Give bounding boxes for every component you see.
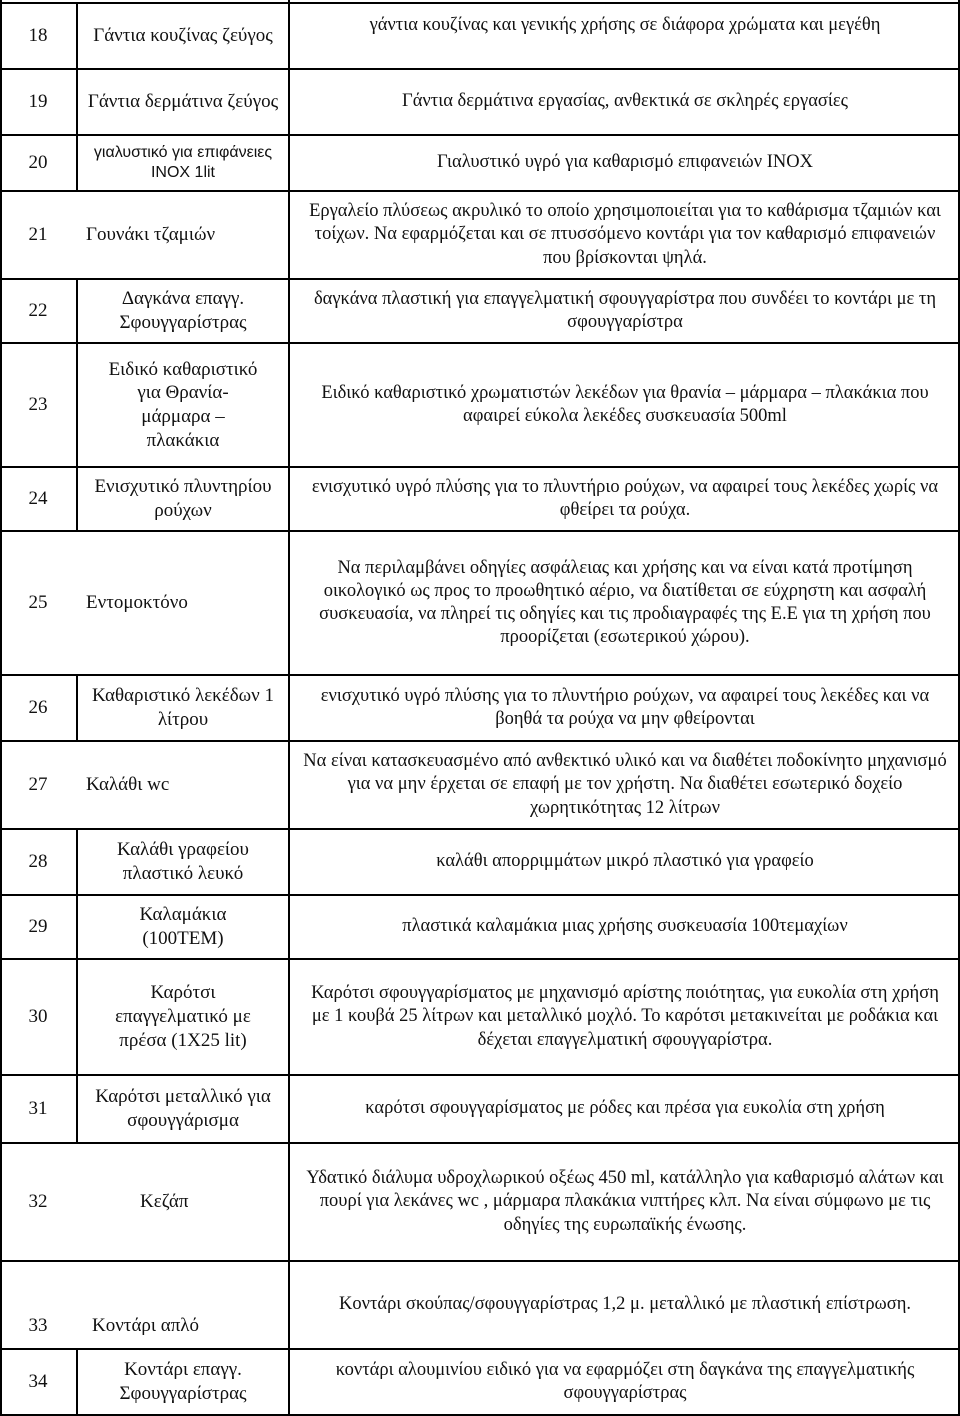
item-number-name [0,742,288,828]
table-row [0,466,960,530]
table-row [0,530,960,674]
row-number: 21 [28,224,48,246]
item-name: Γάντια κουζίνας ζεύγος [93,25,273,47]
table-row [0,1260,960,1348]
row-number: 25 [28,592,48,614]
table-row [0,278,960,342]
row-number: 27 [28,774,48,796]
item-name: Καθαριστικό λεκέδων 1 λίτρου [91,685,275,730]
row-number: 18 [28,25,48,47]
item-name: Καλαμάκια (100ΤΕΜ) [139,904,227,949]
row-number: 24 [28,488,48,510]
item-name: Κοντάρι απλό [92,1315,200,1337]
column-divider [76,1348,78,1416]
item-name: Καλάθι γραφείου πλαστικό λευκό [117,839,249,884]
item-name: Ενισχυτικό πλυντηρίου ρούχων [94,476,272,521]
item-name: Κοντάρι επαγγ. Σφουγγαρίστρας [119,1359,247,1404]
row-number: 26 [28,697,48,719]
item-description: Καρότσι σφουγγαρίσματος με μηχανισμό αρίστης ποιότητας, για ευκολία στη χρήση με 1 κουβά 25 λίτρων και μεταλλικό μοχλό. Το καρότσι μετακινείται με ροδάκια και δέχεται επαγγελματική σφουγγαρίστρα. [311,983,939,1050]
item-description: γάντια κουζίνας και γενικής χρήσης σε διάφορα χρώματα και μεγέθη [369,15,881,35]
item-description: δαγκάνα πλαστική για επαγγελματική σφουγγαρίστρα που συνδέει το κοντάρι με τη σφουγγαρίστρα [313,288,937,332]
item-name: Γάντια δερμάτινα ζεύγος [87,91,279,113]
table-row [0,674,960,740]
row-number: 22 [28,300,48,322]
item-description: Γιαλυστικό υγρό για καθαρισμό επιφανειών INOX [437,152,813,173]
row-number: 20 [28,152,48,174]
row-number: 31 [28,1098,48,1120]
table-row [0,2,960,68]
row-number: 28 [28,851,48,873]
item-description: ενισχυτικό υγρό πλύσης για το πλυντήριο ρούχων, να αφαιρεί τους λεκέδες χωρίς να φθείρει τα ρούχα. [311,476,939,520]
table-row [0,740,960,828]
item-number-name [0,532,288,674]
row-number: 30 [28,1006,48,1028]
item-name: Καρότσι μεταλλικό για σφουγγάρισμα [95,1086,271,1131]
item-name: Ειδικό καθαριστικό για Θρανία-μάρμαρα – πλακάκια [108,358,258,451]
item-name: Κεζάπ [140,1191,189,1213]
row-number: 33 [28,1315,48,1337]
row-number: 29 [28,916,48,938]
item-description: καλάθι απορριμμάτων μικρό πλαστικό για γραφείο [436,851,814,872]
item-description: καρότσι σφουγγαρίσματος με ρόδες και πρέσα για ευκολία στη χρήση [365,1098,885,1119]
item-number-name [0,192,288,278]
column-divider [76,828,78,1142]
item-name: Καλάθι wc [86,774,170,796]
item-name: Γουνάκι τζαμιών [86,224,216,246]
item-description: Εργαλείο πλύσεως ακρυλικό το οποίο χρησιμοποιείται για το καθάρισμα τζαμιών και τοίχων. Να εφαρμόζεται και σε πτυσσόμενο κοντάρι για τον καθαρισμό επιφανειών που βρίσκονται ψηλά. [309,201,941,268]
item-description: ενισχυτικό υγρό πλύσης για το πλυντήριο ρούχων, να αφαιρεί τους λεκέδες και να βοηθά τα ρούχα να μην φθείρονται [320,685,930,729]
row-number: 34 [28,1371,48,1393]
item-description: Να είναι κατασκευασμένο από ανθεκτικό υλικό και να διαθέτει ποδοκίνητο μηχανισμό για να μην έρχεται σε επαφή με τον χρήστη. Να διαθέτει εσωτερικό δοχείο χωρητικότητας 12 λίτρων [303,751,947,818]
row-number: 19 [28,91,48,113]
table-row [0,894,960,958]
item-description: Γάντια δερμάτινα εργασίας, ανθεκτικά σε σκληρές εργασίες [402,91,848,112]
table-border-left [0,0,2,1416]
item-description: Υδατικό διάλυμα υδροχλωρικού οξέως 450 ml, κατάλληλο για καθαρισμό αλάτων και πουρί για λεκάνες wc , μάρμαρα πλακάκια νιπτήρες κλπ. Να είναι σύμφωνο με τις οδηγίες της ευρωπαϊκής ένωσης. [306,1168,944,1235]
table-row [0,958,960,1074]
column-divider [76,674,78,740]
item-number-name [0,1262,288,1348]
item-description: πλαστικά καλαμάκια μιας χρήσης συσκευασία 100τεμαχίων [402,916,848,937]
row-number: 23 [28,394,48,416]
table-row [0,190,960,278]
table-row [0,134,960,190]
table-row [0,68,960,134]
table-row [0,342,960,466]
item-name: Εντομοκτόνο [86,592,188,614]
item-description: Ειδικό καθαριστικό χρωματιστών λεκέδων για θρανία – μάρμαρα – πλακάκια που αφαιρεί εύκολα λεκέδες συσκευασία 500ml [321,382,929,426]
item-description: Κοντάρι σκούπας/σφουγγαρίστρας 1,2 μ. μεταλλικό με πλαστική επίστρωση. [338,1294,912,1315]
item-name: Καρότσι επαγγελματικό με πρέσα (1Χ25 lit) [115,982,251,1051]
item-name: Δαγκάνα επαγγ. Σφουγγαρίστρας [119,288,247,333]
table-row [0,1074,960,1142]
row-number: 32 [28,1191,48,1213]
table-row [0,828,960,894]
item-name: γιαλυστικό για επιφάνειες INOX 1lit [93,144,273,181]
item-number-name [0,1144,288,1260]
item-description: κοντάρι αλουμινίου ειδικό για να εφαρμόζει στη δαγκάνα της επαγγελματικής σφουγγαρίστρας [335,1359,915,1403]
column-divider [288,0,290,1416]
item-description: Να περιλαμβάνει οδηγίες ασφάλειας και χρήσης και να είναι κατά προτίμηση οικολογικό ως προς το προωθητικό αέριο, να διατίθεται σε εύχρηστη και ασφαλή συσκευασία, να πληρεί τις οδηγίες και τις προδιαγραφές της Ε.Ε για τη χρήση που προορίζεται (εσωτερικού χώρου). [319,557,931,648]
table-row [0,1348,960,1414]
column-divider [76,2,78,190]
table-row [0,1142,960,1260]
column-divider [76,278,78,530]
